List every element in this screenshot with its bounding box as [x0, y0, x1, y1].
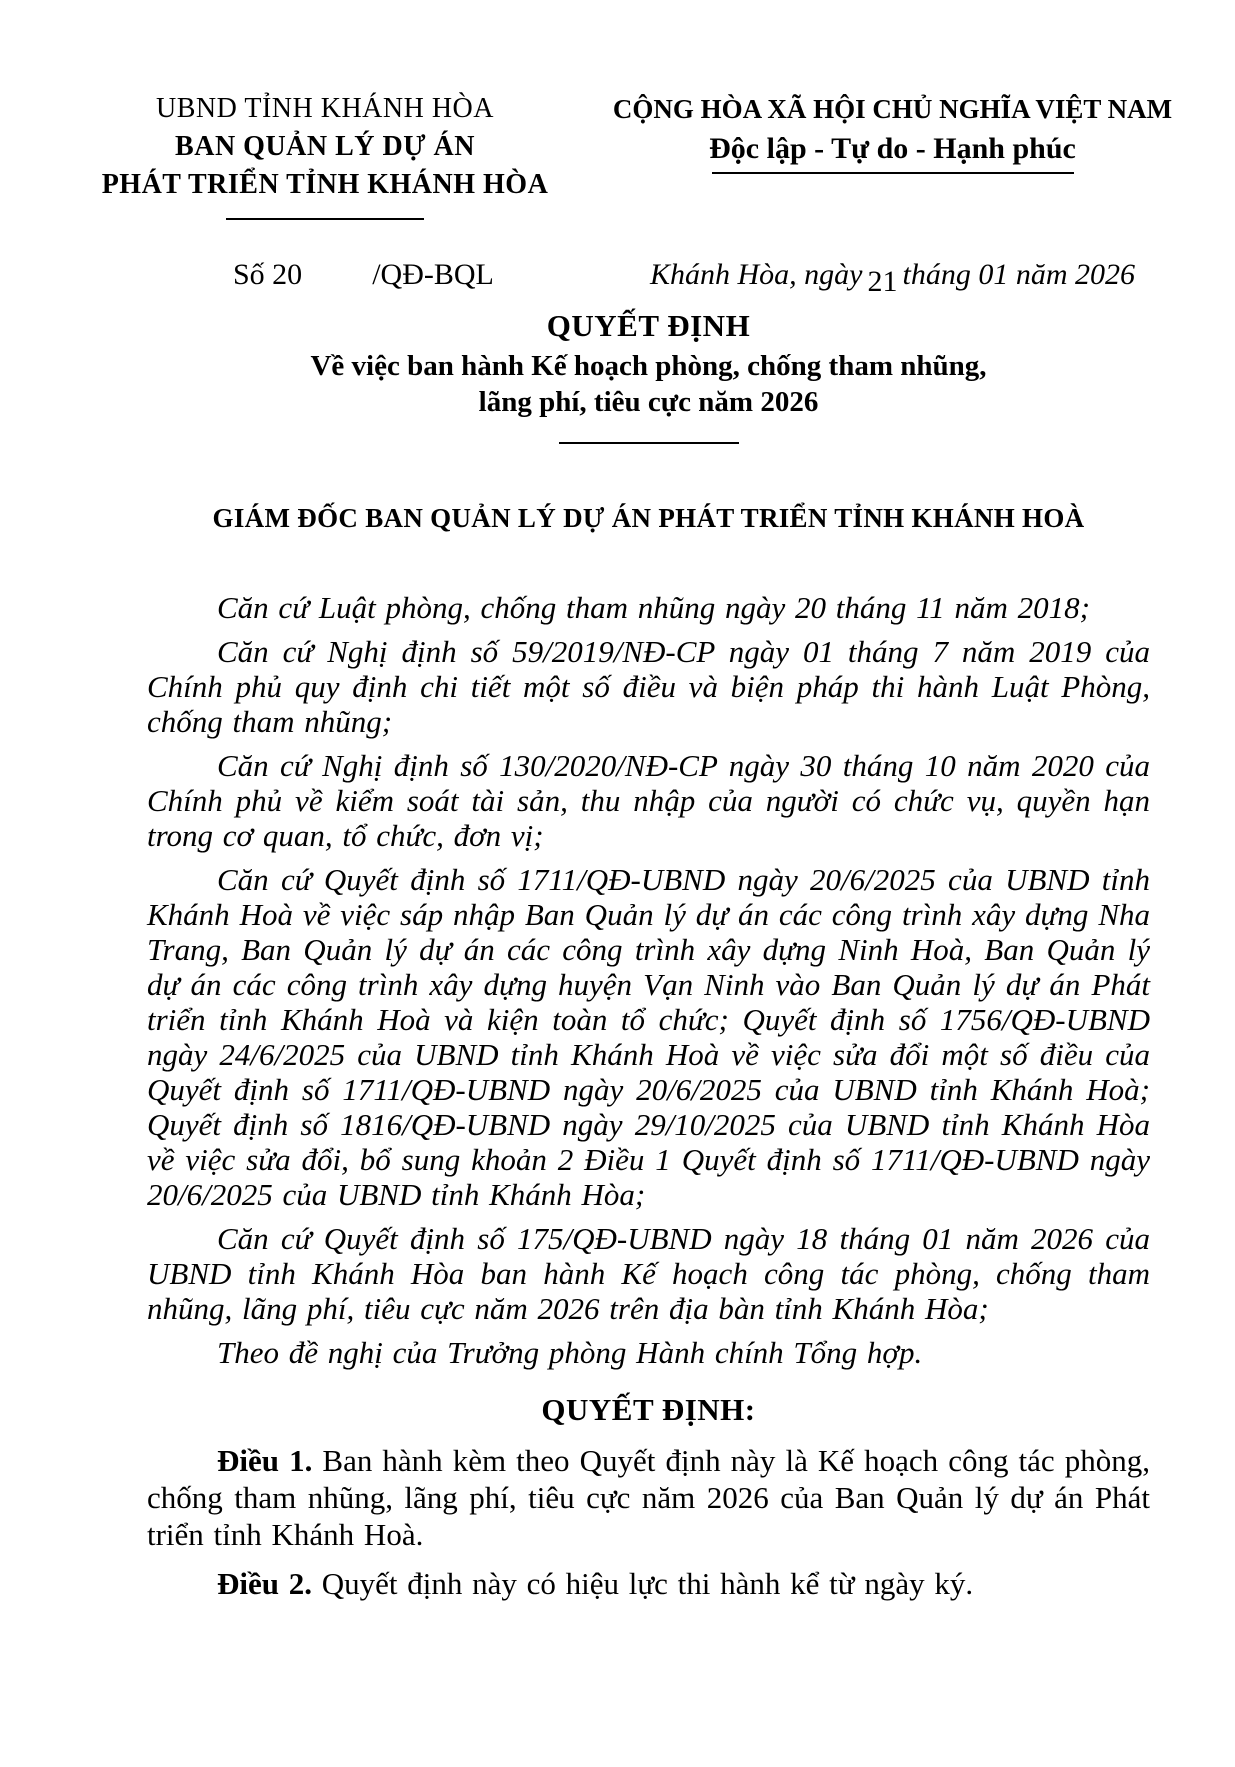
recital-paragraph: Căn cứ Nghị định số 59/2019/NĐ-CP ngày 01 tháng 7 năm 2019 của Chính phủ quy định chi tiết một số điều và biện pháp thi hành Luật Phòng, chống tham nhũng;	[147, 634, 1150, 739]
recital-paragraph: Căn cứ Luật phòng, chống tham nhũng ngày 20 tháng 11 năm 2018;	[217, 590, 1090, 625]
org-underline-rule	[226, 218, 424, 220]
national-motto-line: Độc lập - Tự do - Hạnh phúc	[709, 132, 1076, 165]
title-underline-rule	[559, 442, 739, 444]
issue-date-prefix: Khánh Hòa, ngày	[650, 258, 863, 291]
decision-subject-line-2: lãng phí, tiêu cực năm 2026	[478, 386, 819, 418]
motto-underline-rule	[712, 172, 1074, 174]
article-1-text: Ban hành kèm theo Quyết định này là Kế hoạch công tác phòng, chống tham nhũng, lãng phí, tiêu cực năm 2026 của Ban Quản lý dự án Phát triển tỉnh Khánh Hoà.	[147, 1443, 1151, 1552]
decision-operative-heading: QUYẾT ĐỊNH:	[541, 1392, 756, 1427]
issue-date-suffix: tháng 01 năm 2026	[902, 258, 1135, 291]
recital-paragraph: Căn cứ Nghị định số 130/2020/NĐ-CP ngày 30 tháng 10 năm 2020 của Chính phủ về kiểm soát tài sản, thu nhập của người có chức vụ, quyền hạn trong cơ quan, tổ chức, đơn vị;	[147, 748, 1150, 853]
article-paragraph-2	[147, 1565, 1150, 1602]
doc-number	[233, 256, 494, 294]
decision-subject-line-1: Về việc ban hành Kế hoạch phòng, chống tham nhũng,	[310, 350, 987, 382]
document-body	[147, 304, 1150, 1602]
article-1-label: Điều 1.	[217, 1443, 313, 1478]
doc-number-label: Số 20	[233, 258, 303, 291]
national-name-line: CỘNG HÒA XÃ HỘI CHỦ NGHĨA VIỆT NAM	[612, 94, 1173, 124]
org-name-line-2: PHÁT TRIỂN TỈNH KHÁNH HÒA	[101, 169, 549, 200]
national-header-block	[565, 90, 1180, 174]
recital-paragraph: Căn cứ Quyết định số 1711/QĐ-UBND ngày 20/6/2025 của UBND tỉnh Khánh Hoà về việc sáp nhập Ban Quản lý dự án các công trình xây dựng Nha Trang, Ban Quản lý dự án các công trình xây dựng Ninh Hoà, Ban Quản lý dự án các công trình xây dựng huyện Vạn Ninh vào Ban Quản lý dự án Phát triển tỉnh Khánh Hoà và kiện toàn tổ chức; Quyết định số 1756/QĐ-UBND ngày 24/6/2025 của UBND tỉnh Khánh Hoà về việc sửa đổi một số điều của Quyết định số 1711/QĐ-UBND ngày 20/6/2025 của UBND tỉnh Khánh Hoà; Quyết định số 1816/QĐ-UBND ngày 29/10/2025 của UBND tỉnh Khánh Hòa về việc sửa đổi, bổ sung khoản 2 Điều 1 Quyết định số 1711/QĐ-UBND ngày 20/6/2025 của UBND tỉnh Khánh Hòa;	[147, 862, 1150, 1212]
issuing-org-block	[85, 90, 565, 220]
article-paragraph-1	[147, 1442, 1150, 1553]
meta-row	[233, 256, 1135, 298]
recitals-section	[147, 590, 1150, 1370]
org-name-line-1: BAN QUẢN LÝ DỰ ÁN	[175, 131, 475, 162]
title-block	[147, 304, 1150, 444]
authority-line: GIÁM ĐỐC BAN QUẢN LÝ DỰ ÁN PHÁT TRIỂN TỈNH KHÁNH HOÀ	[212, 503, 1085, 533]
issue-day: 21	[867, 265, 898, 298]
letterhead	[85, 90, 1180, 220]
article-2-text: Quyết định này có hiệu lực thi hành kể từ ngày ký.	[312, 1566, 974, 1601]
recital-paragraph: Căn cứ Quyết định số 175/QĐ-UBND ngày 18 tháng 01 năm 2026 của UBND tỉnh Khánh Hòa ban hành Kế hoạch công tác phòng, chống tham nhũng, lãng phí, tiêu cực năm 2026 trên địa bàn tỉnh Khánh Hòa;	[147, 1221, 1150, 1326]
issue-date-line	[650, 256, 1135, 298]
decision-title: QUYẾT ĐỊNH	[546, 308, 751, 343]
article-2-label: Điều 2.	[217, 1566, 312, 1601]
recital-paragraph: Theo đề nghị của Trưởng phòng Hành chính Tổng hợp.	[217, 1335, 923, 1370]
org-parent-line: UBND TỈNH KHÁNH HÒA	[156, 93, 494, 124]
doc-number-symbol: /QĐ-BQL	[372, 258, 494, 291]
